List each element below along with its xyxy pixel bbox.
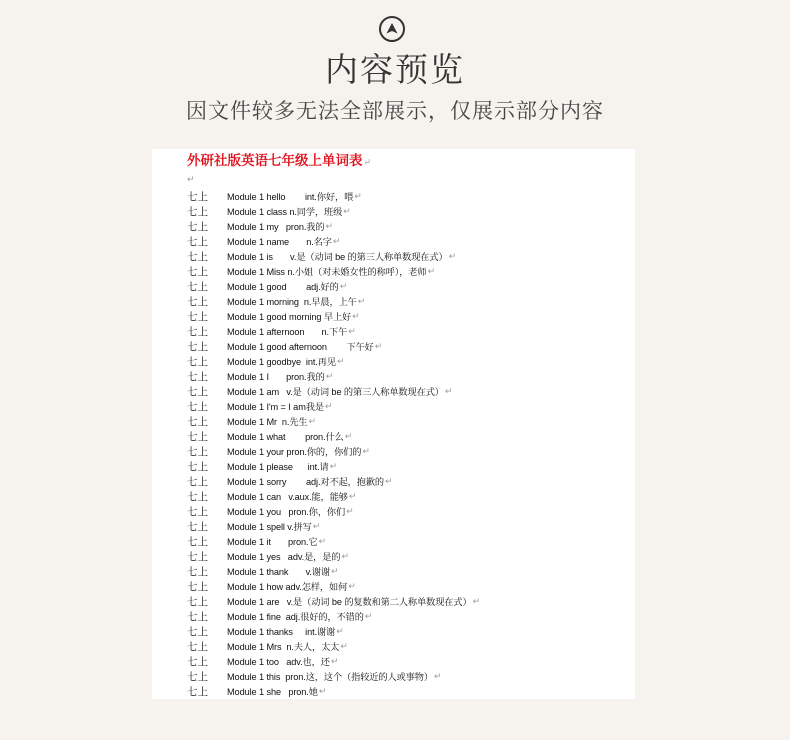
page-title: 内容预览	[325, 50, 465, 89]
word-entry-row	[187, 340, 627, 355]
word-entry-row	[187, 520, 627, 535]
paragraph-mark-icon: ↵	[336, 357, 345, 367]
grade-label: 七上	[187, 506, 208, 518]
word-entry-text: Module 1 good afternoon 下午好	[227, 342, 374, 352]
word-entry-row	[187, 580, 627, 595]
word-entry-text: Module 1 too adv.也，还	[227, 657, 330, 667]
paragraph-mark-icon: ↵	[348, 582, 356, 592]
word-entry-row	[187, 220, 627, 235]
word-entry-row	[187, 505, 627, 520]
word-entry-row	[187, 355, 627, 370]
word-entry-text: Module 1 my pron.我的	[227, 222, 325, 232]
word-entry-row	[187, 445, 627, 460]
word-entry-row	[187, 325, 627, 340]
word-entry-row	[187, 205, 627, 220]
paragraph-mark-icon: ↵	[352, 312, 360, 322]
word-entry-text: Module 1 sorry adj.对不起，抱歉的	[227, 477, 385, 487]
grade-label: 七上	[187, 686, 208, 698]
page-subtitle: 因文件较多无法全部展示，仅展示部分内容	[186, 99, 604, 123]
paragraph-mark-icon: ↵	[444, 387, 453, 397]
word-entry-row	[187, 640, 627, 655]
grade-label: 七上	[187, 236, 208, 248]
word-entry-text: Module 1 am v.是（动词 be 的第三人称单数现在式）	[227, 387, 444, 397]
word-entry-text: Module 1 good morning 早上好	[227, 312, 352, 322]
grade-label: 七上	[187, 476, 208, 488]
word-entry-row	[187, 670, 627, 685]
word-entry-row	[187, 370, 627, 385]
word-entry-text: Module 1 yes adv.是，是的	[227, 552, 341, 562]
word-entry-text: Module 1 is v.是（动词 be 的第三人称单数现在式）	[227, 252, 448, 262]
paragraph-mark-icon: ↵	[427, 267, 436, 277]
paragraph-mark-icon: ↵	[312, 522, 321, 532]
word-entry-row	[187, 280, 627, 295]
chevron-up-circle-icon	[379, 16, 405, 42]
grade-label: 七上	[187, 446, 208, 458]
grade-label: 七上	[187, 416, 208, 428]
grade-label: 七上	[187, 551, 208, 563]
word-entry-row	[187, 475, 627, 490]
word-entry-row	[187, 610, 627, 625]
paragraph-mark-icon: ↵	[308, 417, 317, 427]
grade-label: 七上	[187, 191, 208, 203]
paragraph-mark-icon: ↵	[325, 222, 334, 232]
paragraph-mark-icon: ↵	[348, 327, 356, 337]
paragraph-mark-icon: ↵	[448, 252, 457, 262]
paragraph-mark-icon: ↵	[339, 282, 348, 292]
paragraph-mark-icon: ↵	[329, 462, 338, 472]
word-entry-text: Module 1 goodbye int.再见	[227, 357, 336, 367]
word-entry-text: Module 1 good adj.好的	[227, 282, 339, 292]
word-entry-row	[187, 430, 627, 445]
paragraph-mark-icon: ↵	[362, 447, 370, 457]
word-entry-row	[187, 565, 627, 580]
grade-label: 七上	[187, 566, 208, 578]
paragraph-mark-icon: ↵	[344, 432, 353, 442]
word-entry-text: Module 1 class n.同学，班级	[227, 207, 343, 217]
word-entry-text: Module 1 I pron.我的	[227, 372, 325, 382]
word-entry-text: Module 1 she pron.她	[227, 687, 318, 697]
word-entry-row	[187, 550, 627, 565]
grade-label: 七上	[187, 401, 208, 413]
word-entry-text: Module 1 afternoon n.下午	[227, 327, 348, 337]
paragraph-mark-icon: ↵	[346, 507, 354, 517]
word-entry-text: Module 1 thank v.谢谢	[227, 567, 331, 577]
grade-label: 七上	[187, 431, 208, 443]
paragraph-mark-icon: ↵	[318, 687, 327, 697]
word-entry-row	[187, 490, 627, 505]
grade-label: 七上	[187, 641, 208, 653]
word-entry-text: Module 1 morning n.早晨，上午	[227, 297, 357, 307]
paragraph-mark-icon: ↵	[325, 372, 334, 382]
paragraph-mark-icon: ↵	[385, 477, 393, 487]
word-entry-row	[187, 265, 627, 280]
grade-label: 七上	[187, 521, 208, 533]
word-entry-row	[187, 400, 627, 415]
paragraph-mark-icon: ↵	[343, 207, 351, 217]
word-entry-row	[187, 685, 627, 699]
word-entry-row	[187, 385, 627, 400]
word-entry-text: Module 1 name n.名字	[227, 237, 332, 247]
paragraph-mark-icon: ↵	[340, 642, 348, 652]
word-entry-row	[187, 595, 627, 610]
grade-label: 七上	[187, 671, 208, 683]
word-entry-row	[187, 190, 627, 205]
word-entry-row	[187, 250, 627, 265]
grade-label: 七上	[187, 311, 208, 323]
word-entry-text: Module 1 your pron.你的，你们的	[227, 447, 362, 457]
paragraph-mark-icon: ↵	[374, 342, 383, 352]
word-entry-text: Module 1 Miss n.小姐（对未婚女性的称呼），老师	[227, 267, 427, 277]
paragraph-mark-icon: ↵	[331, 567, 339, 577]
word-entry-text: Module 1 spell v.拼写	[227, 522, 312, 532]
grade-label: 七上	[187, 536, 208, 548]
grade-label: 七上	[187, 611, 208, 623]
grade-label: 七上	[187, 356, 208, 368]
word-entry-text: Module 1 Mrs n.夫人，太太	[227, 642, 340, 652]
paragraph-mark-icon: ↵	[332, 237, 341, 247]
grade-label: 七上	[187, 206, 208, 218]
grade-label: 七上	[187, 296, 208, 308]
paragraph-mark-icon: ↵	[187, 175, 195, 185]
document-title: 外研社版英语七年级上单词表↵	[187, 153, 372, 169]
word-entry-text: Module 1 fine adj.很好的，不错的	[227, 612, 364, 622]
grade-label: 七上	[187, 371, 208, 383]
paragraph-mark-icon: ↵	[357, 297, 366, 307]
word-entry-text: Module 1 are v.是（动词 be 的复数和第二人称单数现在式）	[227, 597, 472, 607]
word-entry-text: Module 1 how adv.怎样，如何	[227, 582, 348, 592]
word-entry-row	[187, 655, 627, 670]
grade-label: 七上	[187, 581, 208, 593]
word-entry-row	[187, 535, 627, 550]
grade-label: 七上	[187, 386, 208, 398]
word-entry-text: Module 1 I'm = I am我是	[227, 402, 324, 412]
grade-label: 七上	[187, 491, 208, 503]
word-entry-text: Module 1 what pron.什么	[227, 432, 344, 442]
word-entry-text: Module 1 you pron.你，你们	[227, 507, 346, 517]
paragraph-mark-icon: ↵	[330, 657, 339, 667]
word-entry-text: Module 1 this pron.这，这个（指较近的人或事物）	[227, 672, 433, 682]
grade-label: 七上	[187, 221, 208, 233]
paragraph-mark-icon: ↵	[341, 552, 349, 562]
paragraph-mark-icon: ↵	[433, 672, 442, 682]
paragraph-mark-icon: ↵	[472, 597, 481, 607]
word-entry-text: Module 1 thanks int.谢谢	[227, 627, 336, 637]
word-entry-text: Module 1 Mr n.先生	[227, 417, 308, 427]
word-list	[187, 190, 627, 699]
grade-label: 七上	[187, 626, 208, 638]
grade-label: 七上	[187, 251, 208, 263]
grade-label: 七上	[187, 656, 208, 668]
word-entry-text: Module 1 please int.请	[227, 462, 329, 472]
word-entry-row	[187, 415, 627, 430]
word-entry-row	[187, 310, 627, 325]
word-entry-row	[187, 460, 627, 475]
grade-label: 七上	[187, 266, 208, 278]
paragraph-mark-icon: ↵	[348, 492, 357, 502]
grade-label: 七上	[187, 281, 208, 293]
paragraph-mark-icon: ↵	[354, 192, 362, 202]
grade-label: 七上	[187, 341, 208, 353]
word-entry-text: Module 1 can v.aux.能，能够	[227, 492, 348, 502]
paragraph-mark-icon: ↵	[318, 537, 327, 547]
grade-label: 七上	[187, 461, 208, 473]
paragraph-mark-icon: ↵	[363, 158, 372, 168]
grade-label: 七上	[187, 326, 208, 338]
word-entry-text: Module 1 it pron.它	[227, 537, 318, 547]
paragraph-mark-icon: ↵	[336, 627, 344, 637]
document-preview	[152, 149, 635, 699]
word-entry-row	[187, 235, 627, 250]
paragraph-mark-icon: ↵	[364, 612, 373, 622]
word-entry-row	[187, 295, 627, 310]
paragraph-mark-icon: ↵	[324, 402, 333, 412]
word-entry-row	[187, 625, 627, 640]
grade-label: 七上	[187, 596, 208, 608]
word-entry-text: Module 1 hello int.你好，喂	[227, 192, 354, 202]
